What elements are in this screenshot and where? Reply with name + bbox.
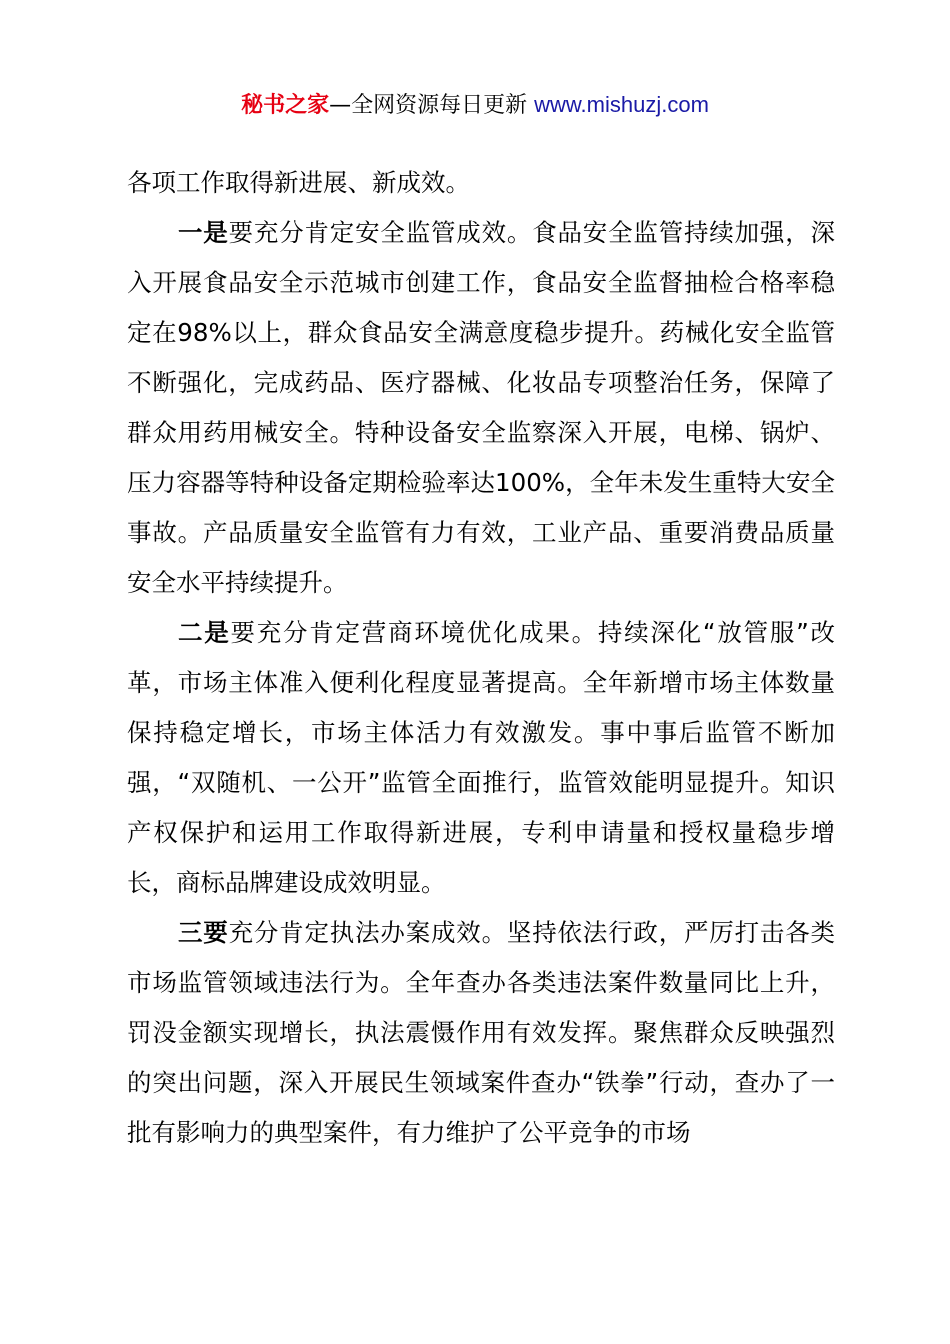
paragraph-text: 要充分肯定安全监管成效。食品安全监管持续加强，深入开展食品安全示范城市创建工作，食品安全监督抽检合格率稳定在98%以上，群众食品安全满意度稳步提升。药械化安全监管不断强化，完成药品、医疗器械、化妆品专项整治任务，保障了群众用药用械安全。特种设备安全监察深入开展，电梯、锅炉、压力容器等特种设备定期检验率达100%，全年未发生重特大安全事故。产品质量安全监管有力有效，工业产品、重要消费品质量安全水平持续提升。 (127, 218, 836, 597)
paragraph-safety-supervision (127, 208, 835, 608)
header-tagline: —全网资源每日更新 (329, 93, 535, 118)
paragraph-lead: 一是 (178, 218, 229, 247)
site-url-link[interactable]: www.mishuzj.com (534, 92, 709, 117)
brand-name: 秘书之家 (241, 93, 330, 118)
document-body (127, 158, 835, 1158)
page-header (0, 88, 950, 123)
paragraph-continuation (127, 158, 835, 208)
paragraph-lead: 三要 (178, 918, 229, 947)
paragraph-text: 要充分肯定营商环境优化成果。持续深化“放管服”改革，市场主体准入便利化程度显著提高。全年新增市场主体数量保持稳定增长，市场主体活力有效激发。事中事后监管不断加强，“双随机、一公开”监管全面推行，监管效能明显提升。知识产权保护和运用工作取得新进展，专利申请量和授权量稳步增长，商标品牌建设成效明显。 (127, 618, 836, 897)
paragraph-text: 充分肯定执法办案成效。坚持依法行政，严厉打击各类市场监管领域违法行为。全年查办各类违法案件数量同比上升，罚没金额实现增长，执法震慑作用有效发挥。聚焦群众反映强烈的突出问题，深入开展民生领域案件查办“铁拳”行动，查办了一批有影响力的典型案件，有力维护了公平竞争的市场 (127, 918, 836, 1147)
paragraph-business-environment (127, 608, 835, 908)
paragraph-text: 各项工作取得新进展、新成效。 (127, 168, 470, 197)
paragraph-lead: 二是 (178, 618, 231, 647)
paragraph-law-enforcement (127, 908, 835, 1158)
